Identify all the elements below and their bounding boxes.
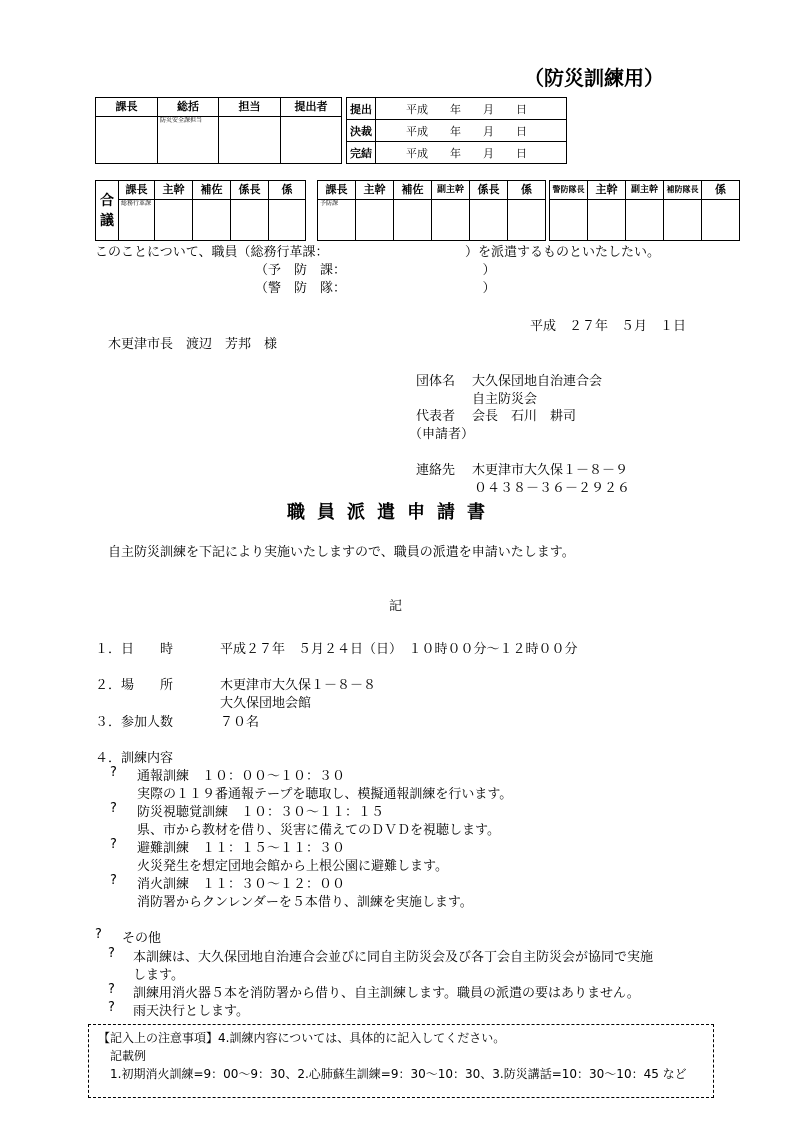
dispatch-line: （予 防 課： ） — [255, 263, 496, 278]
consult-cell[interactable] — [193, 200, 231, 241]
consult-cell[interactable] — [269, 200, 306, 241]
notes-heading: 【記入上の注意事項】4.訓練内容については、具体的に記入してください。 — [98, 1031, 506, 1045]
consult-side-label: 合議 — [96, 181, 119, 241]
approval-table — [95, 97, 342, 164]
date-value[interactable]: 平成 年 月 日 — [376, 120, 567, 142]
item-count-value: ７０名 — [220, 715, 260, 730]
intro-text: 自主防災訓練を下記により実施いたしますので、職員の派遣を申請いたします。 — [108, 545, 575, 560]
consult-header: 主幹 — [155, 181, 193, 200]
consult-cell[interactable] — [318, 200, 356, 241]
consult-cell[interactable] — [432, 200, 470, 241]
consult-note: 総務行革課 — [121, 200, 152, 207]
other-line: 本訓練は、大久保団地自治連合会並びに同自主防災会及び各丁会自主防災会が協同で実施 — [133, 950, 654, 965]
dispatch-line: （警 防 隊： ） — [255, 281, 496, 296]
org-name: 大久保団地自治連合会 — [472, 374, 603, 389]
notes-example-label: 記載例 — [110, 1049, 147, 1063]
training-name: 防災視聴覚訓練 １０：３０～１１：１５ — [137, 805, 385, 820]
form-type-label: （防災訓練用） — [524, 66, 664, 90]
consult-header: 係長 — [231, 181, 269, 200]
training-mark: ? — [110, 873, 117, 888]
consult-table-3 — [549, 180, 740, 241]
training-desc: 実際の１１９番通報テープを聴取し、模擬通報訓練を行います。 — [137, 787, 513, 802]
consult-cell[interactable] — [231, 200, 269, 241]
consult-cell[interactable] — [394, 200, 432, 241]
training-mark: ? — [110, 837, 117, 852]
application-date: 平成 ２７年 ５月 １日 — [530, 319, 687, 334]
other-line: します。 — [133, 968, 184, 983]
approval-cell[interactable] — [219, 117, 281, 164]
item-place-value-2: 大久保団地会館 — [220, 696, 312, 711]
consult-cell[interactable] — [356, 200, 394, 241]
other-line: 雨天決行とします。 — [133, 1004, 249, 1019]
other-label: その他 — [122, 931, 162, 946]
consult-header: 課長 — [318, 181, 356, 200]
other-mark: ? — [108, 982, 115, 997]
contact-phone: ０４３８－３６－２９２６ — [474, 481, 631, 496]
notes-example: 1.初期消火訓練=9：00～9：30、2.心肺蘇生訓練=9：30～10：30、3.防災講話=10：30～10：45 など — [110, 1067, 687, 1081]
page-title: 職員派遣申請書 — [287, 502, 497, 523]
consult-header: 補防隊長 — [664, 181, 702, 200]
training-name: 消火訓練 １１：３０～１２：００ — [137, 877, 346, 892]
approval-header: 総括 — [158, 98, 219, 117]
applicant-note: （申請者） — [409, 427, 475, 442]
item-count-label: ３．参加人数 — [95, 715, 174, 730]
consult-note: 予防課 — [320, 200, 339, 207]
other-mark: ? — [95, 927, 102, 942]
addressee: 木更津市長 渡辺 芳邦 様 — [108, 337, 278, 352]
date-label: 決裁 — [347, 120, 376, 142]
training-desc: 火災発生を想定団地会館から上根公園に避難します。 — [137, 859, 448, 874]
consult-header: 係 — [269, 181, 306, 200]
rep-value: 会長 石川 耕司 — [472, 409, 577, 424]
consult-header: 副主幹 — [432, 181, 470, 200]
consult-table-1 — [95, 180, 306, 241]
consult-header: 補佐 — [193, 181, 231, 200]
consult-cell[interactable] — [550, 200, 588, 241]
consult-header: 副主幹 — [626, 181, 664, 200]
consult-header: 主幹 — [356, 181, 394, 200]
consult-cell[interactable] — [626, 200, 664, 241]
approval-cell[interactable] — [158, 117, 219, 164]
training-desc: 消防署からクンレンダーを５本借り、訓練を実施します。 — [137, 895, 473, 910]
dispatch-line: このことについて、職員（総務行革課： ）を派遣するものといたしたい。 — [95, 245, 660, 260]
rep-label: 代表者 — [416, 409, 456, 424]
item-date-value: 平成２７年 ５月２４日（日） １０時００分～１２時００分 — [220, 642, 578, 657]
consult-cell[interactable] — [664, 200, 702, 241]
date-value[interactable]: 平成 年 月 日 — [376, 142, 567, 164]
date-label: 提出 — [347, 98, 376, 120]
date-label: 完結 — [347, 142, 376, 164]
approval-sub-note: 防災安全課担当 — [160, 117, 203, 124]
contact-address: 木更津市大久保１－８－９ — [472, 463, 629, 478]
approval-cell[interactable] — [96, 117, 158, 164]
org-name-2: 自主防災会 — [472, 392, 538, 407]
consult-cell[interactable] — [508, 200, 546, 241]
item-place-value: 木更津市大久保１－８－８ — [220, 678, 377, 693]
approval-header: 提出者 — [281, 98, 342, 117]
training-mark: ? — [110, 801, 117, 816]
approval-header: 担当 — [219, 98, 281, 117]
approval-cell[interactable] — [281, 117, 342, 164]
contact-label: 連絡先 — [416, 463, 456, 478]
dates-table — [346, 97, 567, 164]
consult-cell[interactable] — [588, 200, 626, 241]
other-mark: ? — [108, 1000, 115, 1015]
other-mark: ? — [108, 946, 115, 961]
ki-label: 記 — [389, 599, 403, 614]
training-mark: ? — [110, 765, 117, 780]
approval-header: 課長 — [96, 98, 158, 117]
training-name: 避難訓練 １１：１５～１１：３０ — [137, 841, 346, 856]
consult-header: 補佐 — [394, 181, 432, 200]
consult-header: 係 — [702, 181, 740, 200]
consult-cell[interactable] — [702, 200, 740, 241]
item-place-label: ２．場 所 — [95, 678, 174, 693]
item-content-label: ４．訓練内容 — [95, 751, 174, 766]
consult-header: 係長 — [470, 181, 508, 200]
training-name: 通報訓練 １０：００～１０：３０ — [137, 769, 346, 784]
consult-header: 主幹 — [588, 181, 626, 200]
date-value[interactable]: 平成 年 月 日 — [376, 98, 567, 120]
consult-cell[interactable] — [470, 200, 508, 241]
consult-header: 課長 — [119, 181, 155, 200]
org-label: 団体名 — [416, 374, 456, 389]
consult-table-2 — [317, 180, 546, 241]
item-date-label: １．日 時 — [95, 642, 174, 657]
training-desc: 県、市から教材を借り、災害に備えてのＤＶＤを視聴します。 — [137, 823, 500, 838]
consult-cell[interactable] — [119, 200, 155, 241]
consult-header: 係 — [508, 181, 546, 200]
consult-header: 警防隊長 — [550, 181, 588, 200]
consult-cell[interactable] — [155, 200, 193, 241]
other-line: 訓練用消火器５本を消防署から借り、自主訓練します。職員の派遣の要はありません。 — [133, 986, 640, 1001]
